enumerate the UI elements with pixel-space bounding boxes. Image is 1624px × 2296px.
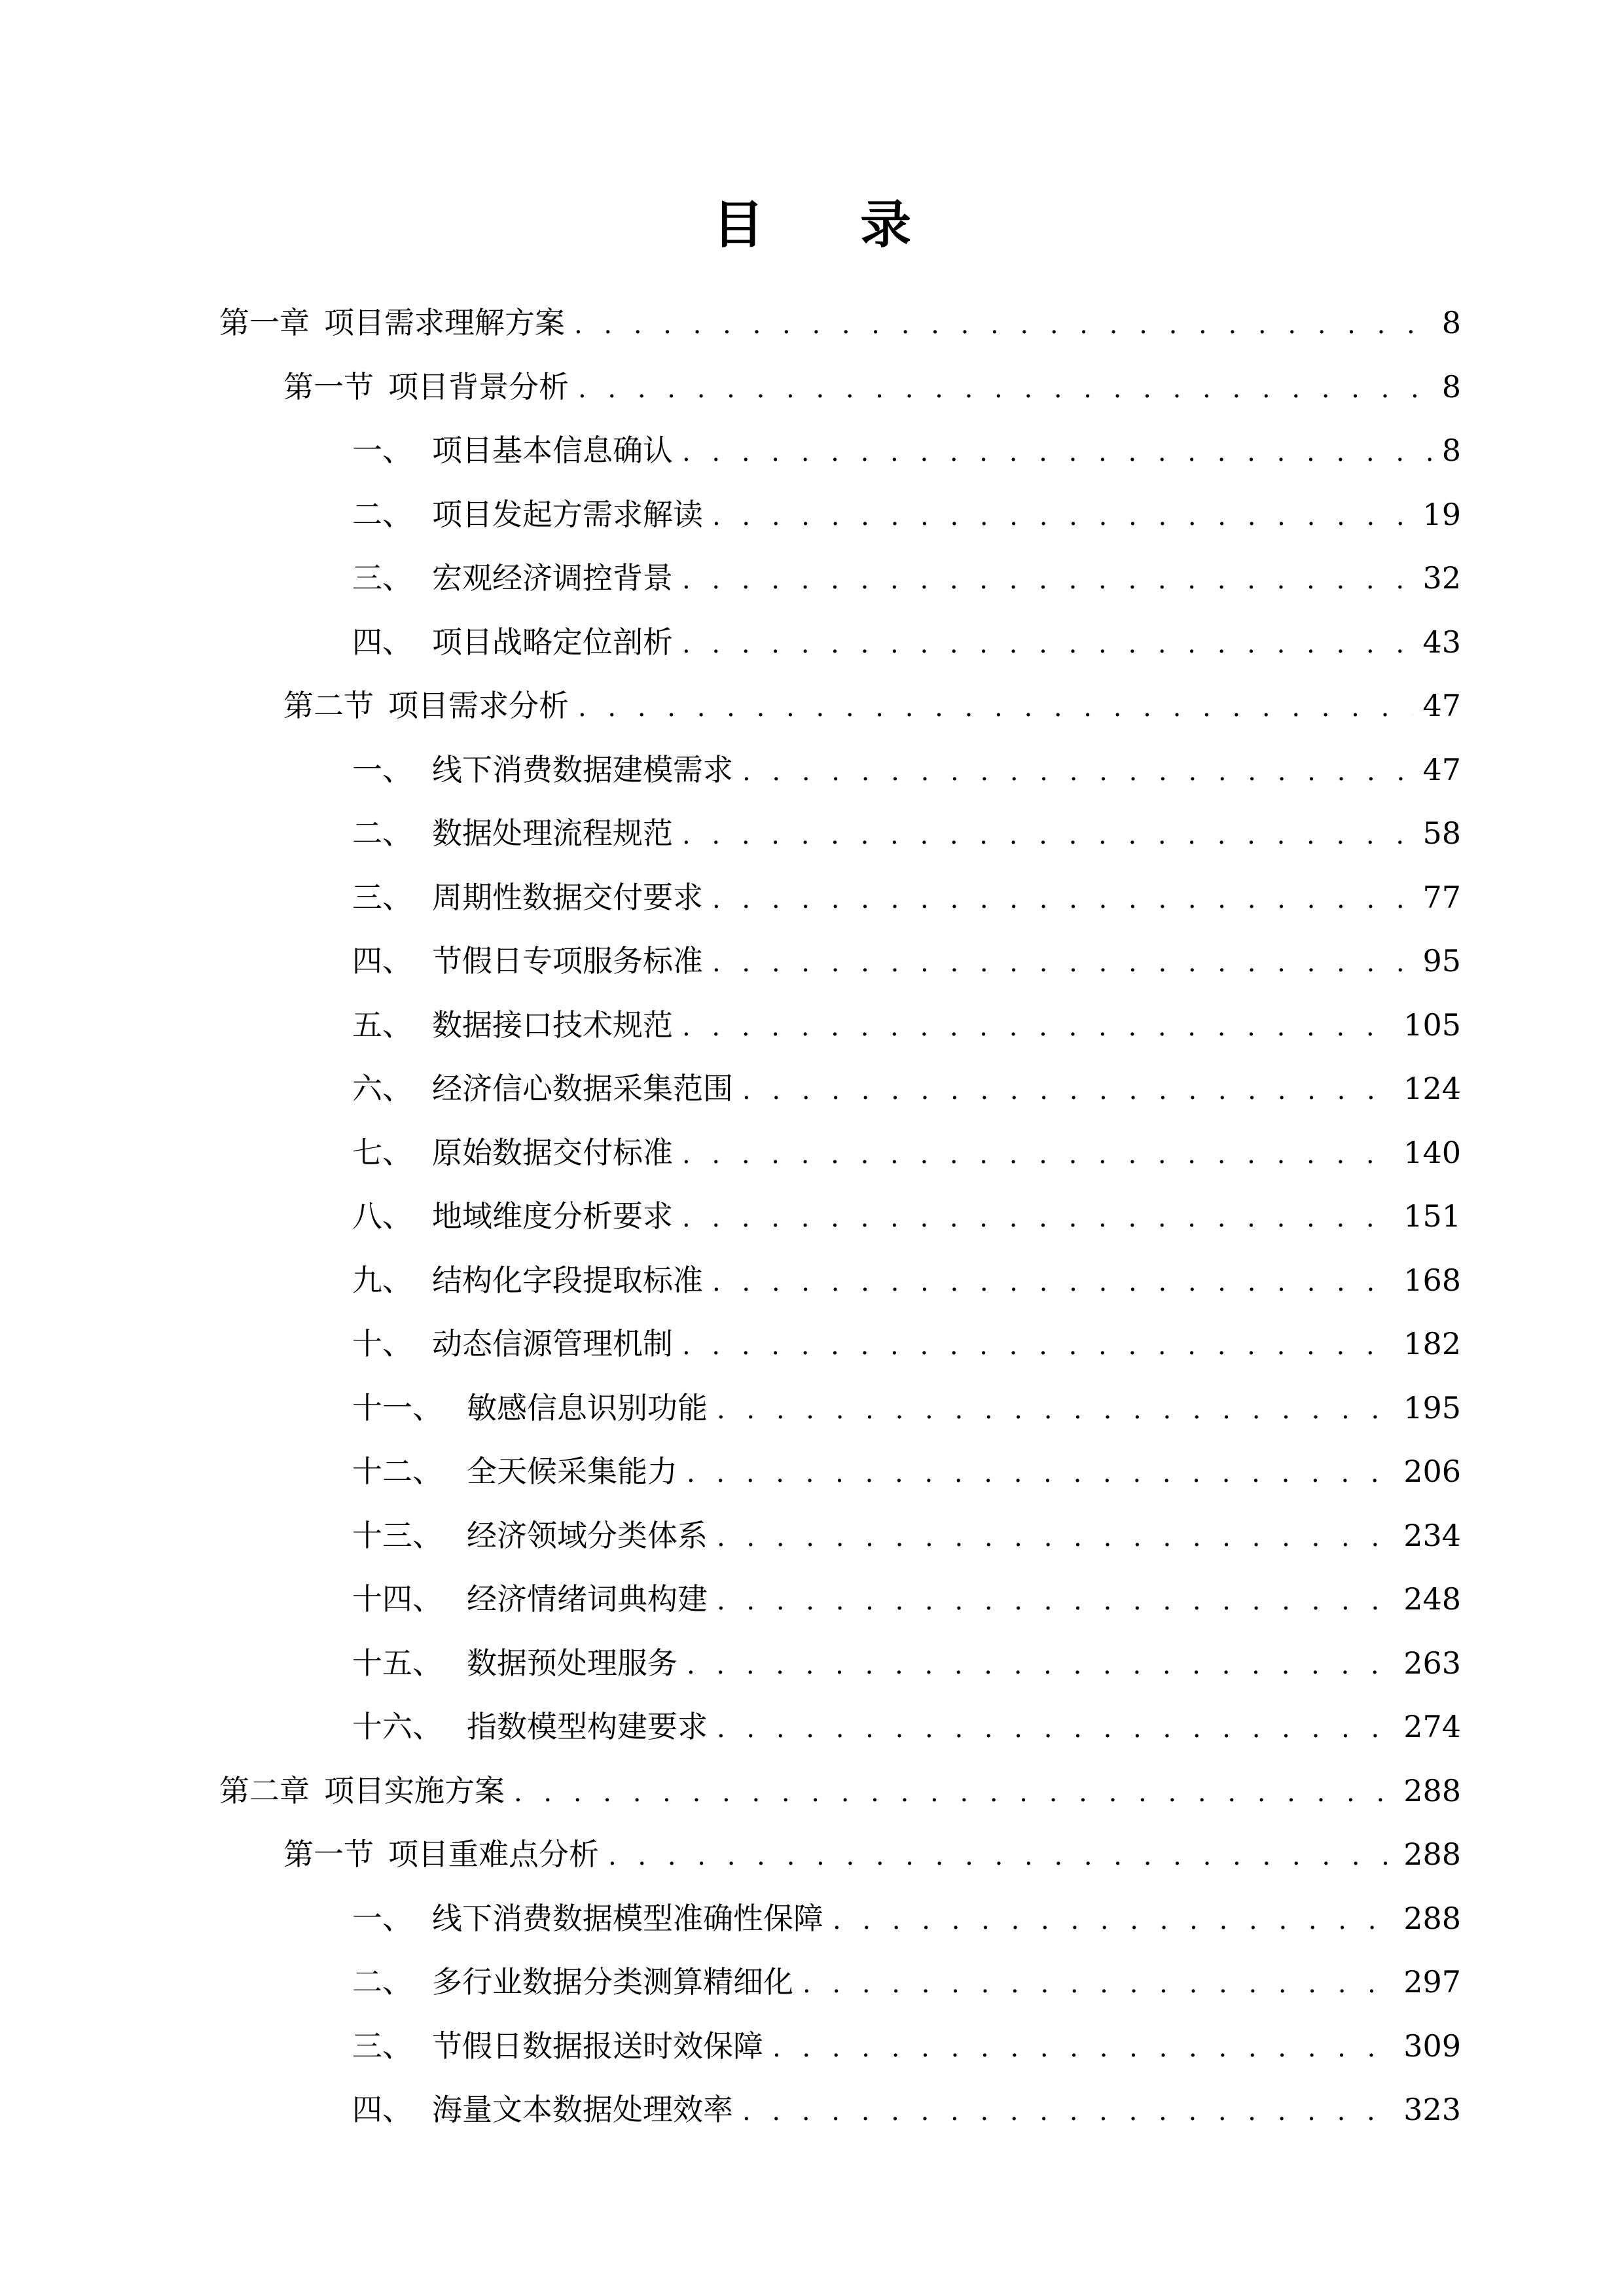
toc-page-number: 274 (1403, 1709, 1461, 1744)
toc-entry-item[interactable] (0, 738, 1624, 802)
toc-entry-item[interactable] (0, 994, 1624, 1058)
dot-leader (682, 613, 1413, 677)
toc-entry-item[interactable] (0, 611, 1624, 675)
dot-leader (682, 804, 1413, 868)
toc-page-number: 297 (1403, 1964, 1461, 2000)
toc-entry-item[interactable] (0, 1504, 1624, 1568)
toc-title: 节假日专项服务标准 (432, 943, 703, 978)
toc-title: 项目重难点分析 (388, 1837, 599, 1872)
toc-page-number: 32 (1422, 560, 1461, 596)
dot-leader (742, 740, 1413, 804)
toc-entry-item[interactable] (0, 866, 1624, 930)
toc-title: 线下消费数据模型准确性保障 (432, 1900, 823, 1936)
toc-page-number: 58 (1422, 816, 1461, 851)
page-title: 目 录 (712, 196, 951, 255)
toc-title: 项目战略定位剖析 (432, 624, 673, 660)
toc-entry-item[interactable] (0, 419, 1624, 483)
toc-entry-item[interactable] (0, 1695, 1624, 1759)
toc-title: 项目背景分析 (388, 368, 569, 404)
toc-page-number: 43 (1422, 624, 1461, 660)
toc-number: 第二章 (219, 1772, 310, 1808)
toc-page-number: 182 (1403, 1326, 1461, 1361)
toc-page-number: 206 (1403, 1454, 1461, 1489)
toc-page-number: 234 (1403, 1517, 1461, 1553)
table-of-contents (0, 291, 1624, 2142)
dot-leader (574, 293, 1432, 357)
toc-number: 八、 (352, 1198, 412, 1234)
dot-leader (803, 1952, 1394, 2017)
toc-title: 敏感信息识别功能 (467, 1390, 708, 1426)
toc-page-number: 47 (1422, 688, 1461, 723)
dot-leader (682, 421, 1432, 485)
toc-entry-chapter[interactable] (0, 1759, 1624, 1823)
dot-leader (682, 1123, 1394, 1187)
toc-title: 宏观经济调控背景 (432, 560, 673, 596)
toc-page-number: 309 (1403, 2028, 1461, 2064)
toc-entry-item[interactable] (0, 1568, 1624, 1632)
toc-title: 海量文本数据处理效率 (432, 2092, 733, 2127)
toc-entry-section[interactable] (0, 674, 1624, 738)
toc-title: 项目基本信息确认 (432, 433, 673, 468)
toc-page-number: 248 (1403, 1581, 1461, 1617)
dot-leader (717, 1506, 1394, 1570)
toc-number: 十二、 (352, 1454, 442, 1489)
toc-number: 四、 (352, 2092, 412, 2127)
toc-title: 数据处理流程规范 (432, 816, 673, 851)
dot-leader (682, 996, 1394, 1060)
toc-page-number: 323 (1403, 2092, 1461, 2127)
toc-entry-item[interactable] (0, 1887, 1624, 1951)
toc-entry-item[interactable] (0, 929, 1624, 994)
toc-entry-item[interactable] (0, 1057, 1624, 1121)
toc-entry-item[interactable] (0, 1185, 1624, 1249)
toc-entry-chapter[interactable] (0, 291, 1624, 355)
dot-leader (687, 1634, 1394, 1698)
toc-number: 十一、 (352, 1390, 442, 1426)
toc-page-number: 105 (1403, 1007, 1461, 1043)
toc-title: 周期性数据交付要求 (432, 879, 703, 915)
toc-page-number: 140 (1403, 1134, 1461, 1170)
dot-leader (578, 357, 1432, 422)
toc-number: 十六、 (352, 1709, 442, 1744)
toc-title: 项目发起方需求解读 (432, 496, 703, 532)
dot-leader (687, 1442, 1394, 1506)
toc-title: 线下消费数据建模需求 (432, 751, 733, 787)
toc-page-number: 95 (1422, 943, 1461, 978)
dot-leader (514, 1761, 1394, 1825)
toc-number: 三、 (352, 879, 412, 915)
toc-title: 动态信源管理机制 (432, 1326, 673, 1361)
toc-title: 项目需求分析 (388, 688, 569, 723)
toc-entry-item[interactable] (0, 2015, 1624, 2079)
toc-number: 十三、 (352, 1517, 442, 1553)
toc-number: 十四、 (352, 1581, 442, 1617)
toc-title: 项目实施方案 (324, 1772, 505, 1808)
dot-leader (742, 2080, 1394, 2144)
toc-number: 五、 (352, 1007, 412, 1043)
toc-page-number: 8 (1441, 433, 1461, 468)
toc-entry-item[interactable] (0, 1632, 1624, 1696)
toc-number: 十五、 (352, 1645, 442, 1681)
toc-page-number: 263 (1403, 1645, 1461, 1681)
toc-number: 一、 (352, 433, 412, 468)
toc-number: 九、 (352, 1262, 412, 1298)
dot-leader (682, 1314, 1394, 1378)
dot-leader (578, 676, 1413, 740)
toc-number: 第一章 (219, 305, 310, 340)
toc-number: 二、 (352, 1964, 412, 2000)
toc-page-number: 8 (1441, 305, 1461, 340)
toc-page-number: 195 (1403, 1390, 1461, 1426)
toc-number: 七、 (352, 1134, 412, 1170)
toc-page-number: 47 (1422, 751, 1461, 787)
toc-entry-item[interactable] (0, 1249, 1624, 1313)
toc-title: 结构化字段提取标准 (432, 1262, 703, 1298)
toc-number: 二、 (352, 816, 412, 851)
toc-number: 三、 (352, 560, 412, 596)
toc-number: 第一节 (283, 368, 374, 404)
toc-page-number: 19 (1422, 496, 1461, 532)
dot-leader (833, 1889, 1394, 1953)
toc-title: 指数模型构建要求 (467, 1709, 708, 1744)
toc-page-number: 288 (1403, 1900, 1461, 1936)
dot-leader (712, 1251, 1394, 1315)
toc-number: 四、 (352, 943, 412, 978)
toc-entry-section[interactable] (0, 1823, 1624, 1887)
toc-title: 数据预处理服务 (467, 1645, 677, 1681)
toc-number: 三、 (352, 2028, 412, 2064)
dot-leader (608, 1825, 1394, 1889)
toc-title: 经济情绪词典构建 (467, 1581, 708, 1617)
dot-leader (712, 868, 1413, 932)
toc-page-number: 288 (1403, 1837, 1461, 1872)
toc-page-number: 8 (1441, 368, 1461, 404)
dot-leader (717, 1378, 1394, 1443)
toc-title: 数据接口技术规范 (432, 1007, 673, 1043)
toc-entry-section[interactable] (0, 355, 1624, 420)
dot-leader (717, 1570, 1394, 1634)
toc-entry-item[interactable] (0, 1376, 1624, 1441)
toc-entry-item[interactable] (0, 1950, 1624, 2015)
toc-entry-item[interactable] (0, 1440, 1624, 1504)
toc-entry-item[interactable] (0, 1312, 1624, 1376)
toc-title: 原始数据交付标准 (432, 1134, 673, 1170)
dot-leader (682, 548, 1413, 613)
toc-number: 十、 (352, 1326, 412, 1361)
toc-title: 地域维度分析要求 (432, 1198, 673, 1234)
toc-number: 六、 (352, 1071, 412, 1106)
toc-page-number: 124 (1403, 1071, 1461, 1106)
dot-leader (712, 485, 1413, 549)
toc-entry-item[interactable] (0, 1121, 1624, 1185)
toc-number: 四、 (352, 624, 412, 660)
toc-title: 节假日数据报送时效保障 (432, 2028, 763, 2064)
toc-number: 一、 (352, 751, 412, 787)
toc-page-number: 168 (1403, 1262, 1461, 1298)
toc-page-number: 288 (1403, 1772, 1461, 1808)
dot-leader (772, 2017, 1394, 2081)
toc-number: 第二节 (283, 688, 374, 723)
dot-leader (742, 1059, 1394, 1123)
toc-number: 第一节 (283, 1837, 374, 1872)
toc-page-number: 151 (1403, 1198, 1461, 1234)
toc-title: 项目需求理解方案 (324, 305, 565, 340)
toc-entry-item[interactable] (0, 547, 1624, 611)
dot-leader (717, 1697, 1394, 1761)
toc-title: 经济领域分类体系 (467, 1517, 708, 1553)
toc-number: 一、 (352, 1900, 412, 1936)
toc-entry-item[interactable] (0, 802, 1624, 866)
toc-entry-item[interactable] (0, 483, 1624, 547)
toc-title: 经济信心数据采集范围 (432, 1071, 733, 1106)
toc-entry-item[interactable] (0, 2078, 1624, 2142)
toc-number: 二、 (352, 496, 412, 532)
toc-title: 全天候采集能力 (467, 1454, 677, 1489)
toc-title: 多行业数据分类测算精细化 (432, 1964, 793, 2000)
toc-page-number: 77 (1422, 879, 1461, 915)
dot-leader (712, 931, 1413, 996)
dot-leader (682, 1187, 1394, 1251)
